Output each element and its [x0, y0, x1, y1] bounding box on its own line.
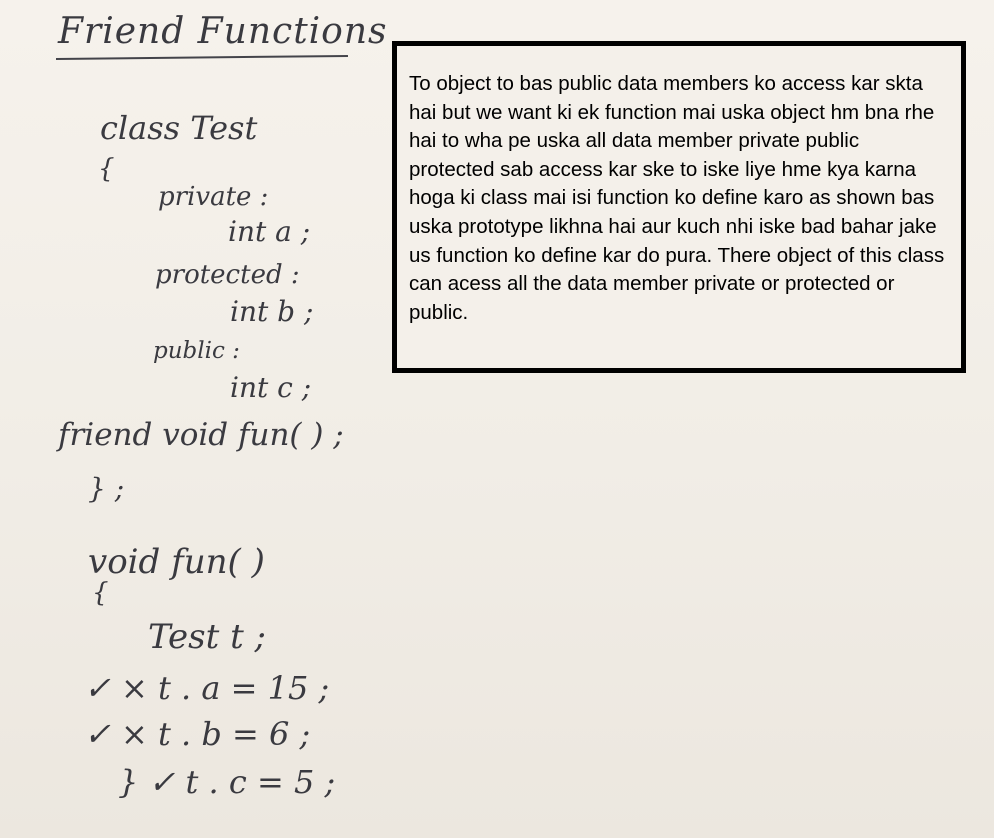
code-line-int-a: int a ; — [228, 215, 311, 248]
code-line-test-t: Test t ; — [148, 617, 267, 657]
code-line-fun-def: void fun( ) — [88, 542, 265, 582]
code-line-class-close: } ; — [88, 472, 125, 505]
code-line-t-a: ✓ × t . a = 15 ; — [84, 669, 330, 707]
code-line-class-decl: class Test — [100, 109, 258, 147]
explanation-note-box — [392, 41, 966, 373]
code-line-fun-open-brace: { — [92, 578, 109, 608]
board-title: Friend Functions — [58, 11, 388, 52]
code-line-friend-decl: friend void fun( ) ; — [58, 417, 344, 453]
title-underline — [56, 55, 348, 60]
code-line-int-c: int c ; — [230, 371, 312, 404]
code-line-t-b: ✓ × t . b = 6 ; — [84, 715, 311, 753]
code-line-int-b: int b ; — [230, 295, 314, 328]
code-line-public: public : — [153, 338, 240, 364]
code-line-protected: protected : — [155, 260, 300, 290]
code-line-open-brace: { — [98, 154, 115, 184]
code-line-t-c: } ✓ t . c = 5 ; — [118, 763, 336, 801]
code-line-private: private : — [158, 182, 269, 212]
explanation-note-text: To object to bas public data members ko access kar skta hai but we want ki ek function mai uska object hm bna rhe hai to wha pe uska all data member private public protected sab access kar ske to iske liye hme kya karna hoga ki class mai isi function ko define karo as shown bas uska prototype likhna hai aur kuch nhi iske bad bahar jake us function ko define kar do pura. There object of this class can acess all the data member private or protected or public. — [409, 72, 945, 324]
